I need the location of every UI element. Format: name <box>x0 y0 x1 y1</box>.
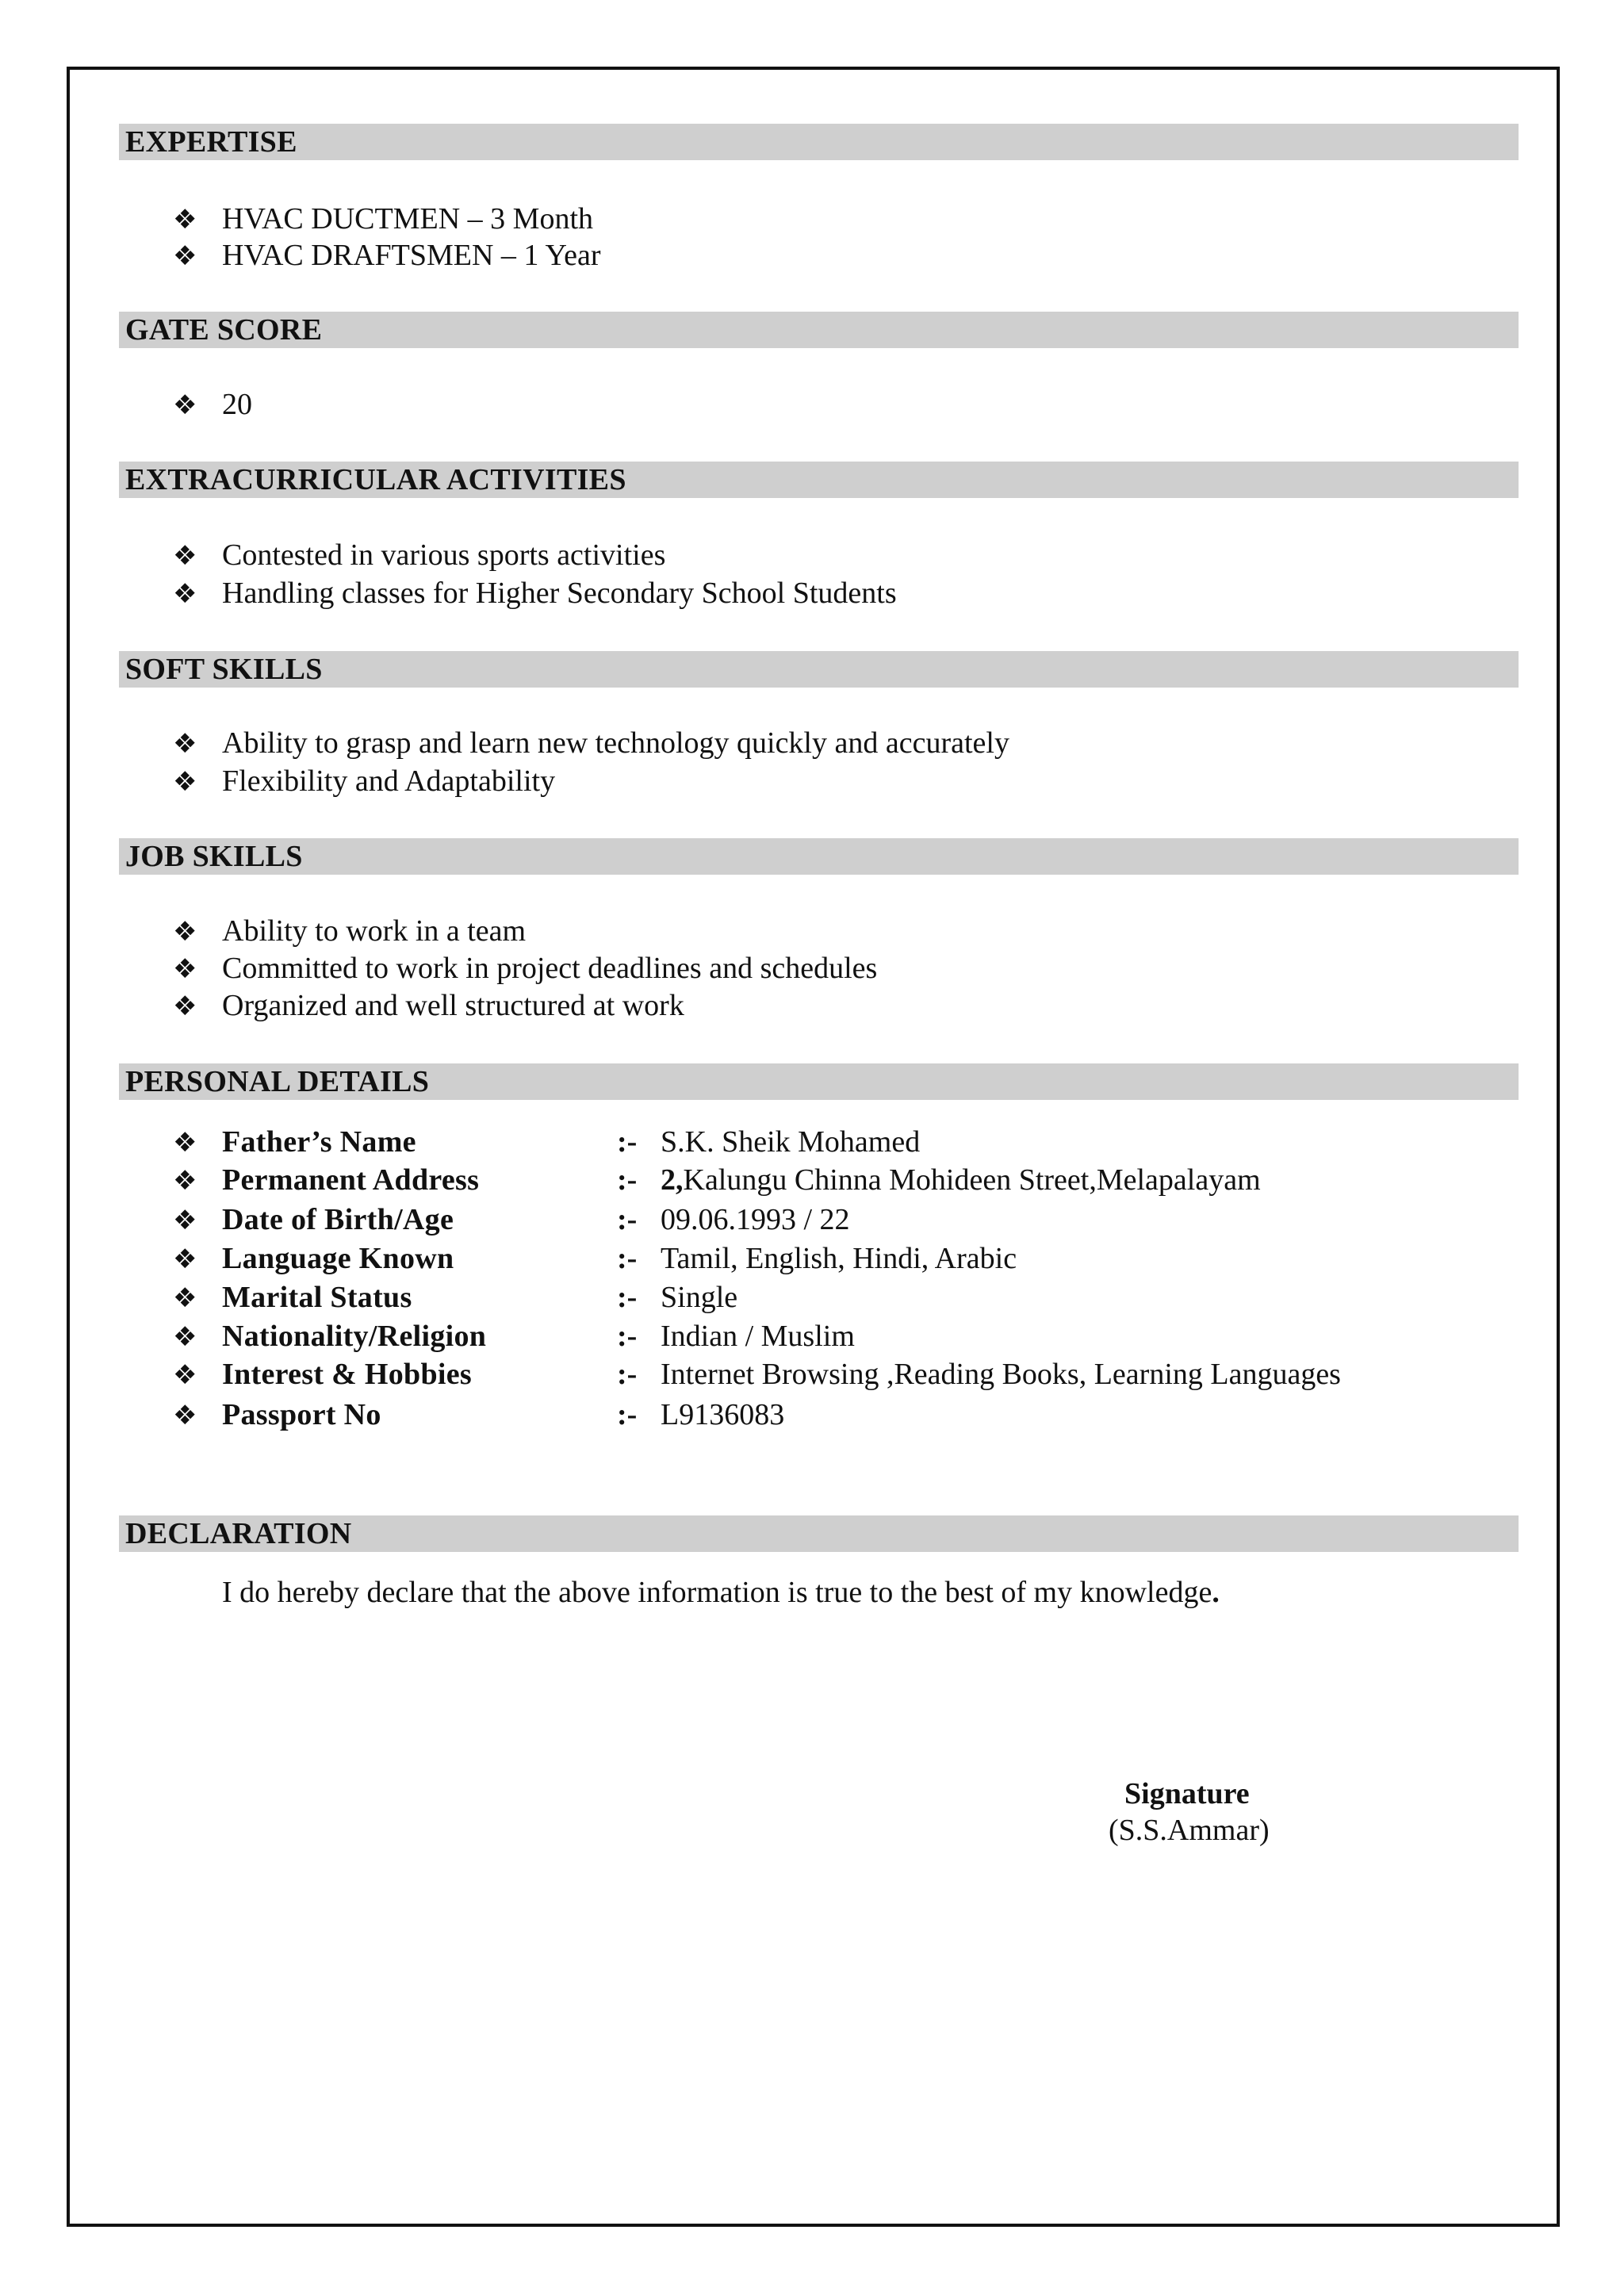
detail-separator: :- <box>617 1242 638 1275</box>
detail-label: Date of Birth/Age <box>222 1203 454 1236</box>
detail-separator: :- <box>617 1398 638 1431</box>
detail-label: Interest & Hobbies <box>222 1358 473 1391</box>
personal-detail-row <box>173 1161 1261 1199</box>
signature-name: (S.S.Ammar) <box>1109 1814 1270 1847</box>
diamond-bullet-icon: ❖ <box>173 1165 197 1197</box>
detail-separator: :- <box>617 1163 638 1197</box>
list-item-text: HVAC DRAFTSMEN – 1 Year <box>222 239 601 272</box>
list-item-text: Handling classes for Higher Secondary School Students <box>222 577 897 610</box>
list-item <box>173 724 1009 762</box>
detail-value: Internet Browsing ,Reading Books, Learning Languages <box>661 1358 1341 1391</box>
diamond-bullet-icon: ❖ <box>173 728 197 760</box>
personal-detail-row <box>173 1355 1341 1393</box>
signature-label: Signature <box>1124 1777 1250 1810</box>
detail-value: Tamil, English, Hindi, Arabic <box>661 1242 1017 1275</box>
list-item-text: Organized and well structured at work <box>222 989 684 1022</box>
list-item-text: Contested in various sports activities <box>222 538 666 572</box>
list-item-text: HVAC DUCTMEN – 3 Month <box>222 202 594 236</box>
diamond-bullet-icon: ❖ <box>173 953 197 985</box>
section-header-job-skills: JOB SKILLS <box>119 838 1519 875</box>
list-item <box>173 236 601 274</box>
detail-value: Indian / Muslim <box>661 1320 855 1353</box>
list-item-text: Ability to work in a team <box>222 914 527 948</box>
diamond-bullet-icon: ❖ <box>173 916 197 948</box>
list-item <box>173 536 665 574</box>
diamond-bullet-icon: ❖ <box>173 204 197 236</box>
detail-separator: :- <box>617 1320 638 1353</box>
diamond-bullet-icon: ❖ <box>173 990 197 1022</box>
detail-value <box>661 1161 1261 1199</box>
detail-separator: :- <box>617 1358 638 1391</box>
personal-detail-row <box>173 1201 850 1239</box>
diamond-bullet-icon: ❖ <box>173 389 197 421</box>
detail-label: Passport No <box>222 1398 381 1431</box>
personal-detail-row <box>173 1317 855 1355</box>
detail-label: Nationality/Religion <box>222 1320 487 1353</box>
detail-separator: :- <box>617 1125 638 1159</box>
diamond-bullet-icon: ❖ <box>173 1359 197 1391</box>
declaration-text <box>222 1573 1220 1611</box>
section-header-expertise: EXPERTISE <box>119 124 1519 160</box>
list-item-text: Ability to grasp and learn new technology quickly and accurately <box>222 726 1009 760</box>
detail-label: Language Known <box>222 1242 454 1275</box>
list-item <box>173 762 555 800</box>
detail-separator: :- <box>617 1203 638 1236</box>
detail-label: Permanent Address <box>222 1163 480 1197</box>
list-item <box>173 987 684 1025</box>
detail-value: L9136083 <box>661 1398 785 1431</box>
list-item-text: Flexibility and Adaptability <box>222 764 556 798</box>
diamond-bullet-icon: ❖ <box>173 1282 197 1314</box>
personal-detail-row <box>173 1123 921 1161</box>
section-header-declaration: DECLARATION <box>119 1515 1519 1552</box>
detail-value: 09.06.1993 / 22 <box>661 1203 850 1236</box>
declaration-end: . <box>1212 1576 1220 1609</box>
list-item <box>173 200 593 238</box>
personal-detail-row <box>173 1278 738 1316</box>
detail-value: Single <box>661 1281 738 1314</box>
diamond-bullet-icon: ❖ <box>173 1321 197 1353</box>
diamond-bullet-icon: ❖ <box>173 766 197 798</box>
diamond-bullet-icon: ❖ <box>173 540 197 572</box>
detail-separator: :- <box>617 1281 638 1314</box>
detail-value-number: 2, <box>661 1163 684 1197</box>
detail-label: Marital Status <box>222 1281 412 1314</box>
section-header-gate-score: GATE SCORE <box>119 312 1519 348</box>
list-item <box>173 385 252 423</box>
personal-detail-row <box>173 1239 1017 1278</box>
declaration-body: I do hereby declare that the above information is true to the best of my knowledge <box>222 1576 1212 1609</box>
diamond-bullet-icon: ❖ <box>173 1127 197 1159</box>
detail-value: S.K. Sheik Mohamed <box>661 1125 921 1159</box>
section-header-soft-skills: SOFT SKILLS <box>119 651 1519 688</box>
list-item-text: Committed to work in project deadlines and schedules <box>222 952 878 985</box>
diamond-bullet-icon: ❖ <box>173 578 197 610</box>
diamond-bullet-icon: ❖ <box>173 240 197 272</box>
section-header-personal-details: PERSONAL DETAILS <box>119 1063 1519 1100</box>
list-item <box>173 574 897 612</box>
personal-detail-row <box>173 1396 785 1434</box>
diamond-bullet-icon: ❖ <box>173 1243 197 1275</box>
section-header-extracurricular: EXTRACURRICULAR ACTIVITIES <box>119 462 1519 498</box>
diamond-bullet-icon: ❖ <box>173 1205 197 1236</box>
list-item-text: 20 <box>222 388 252 421</box>
list-item <box>173 912 526 950</box>
list-item <box>173 949 877 987</box>
detail-value-text: Kalungu Chinna Mohideen Street,Melapalayam <box>683 1163 1261 1197</box>
detail-label: Father’s Name <box>222 1125 416 1159</box>
diamond-bullet-icon: ❖ <box>173 1400 197 1431</box>
